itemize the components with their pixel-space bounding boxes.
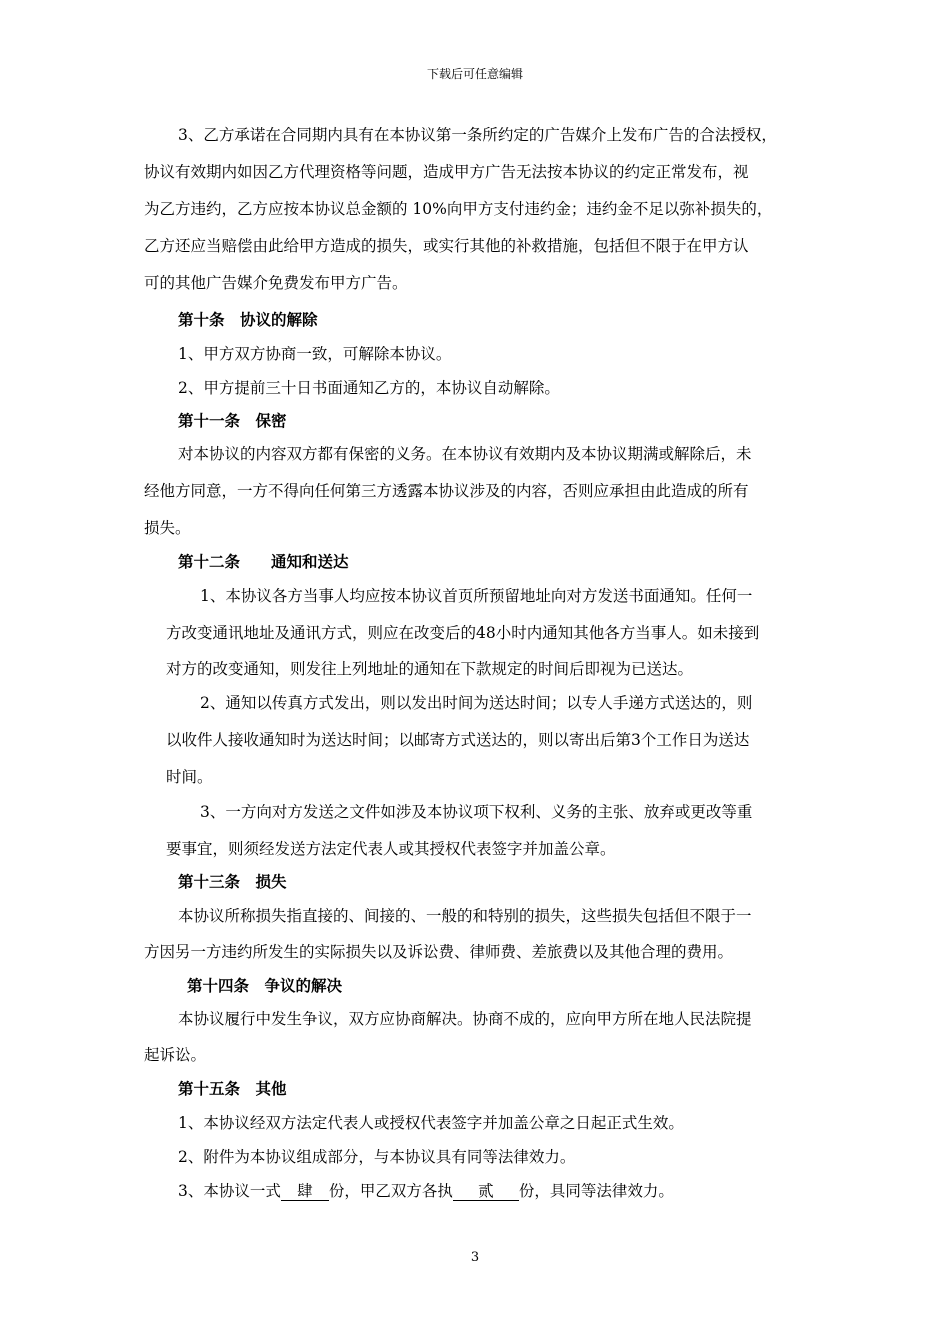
page-header: 下载后可任意编辑 <box>426 67 523 81</box>
clause11-line2: 经他方同意，一方不得向任何第三方透露本协议涉及的内容，否则应承担由此造成的所有 <box>144 482 749 500</box>
clause11-heading: 第十一条 保密 <box>178 411 287 430</box>
clause15-line3 <box>178 1180 674 1202</box>
clause12-line5: 以收件人接收通知时为送达时间；以邮寄方式送达的，则以寄出后第3个工作日为送达 <box>166 731 750 749</box>
clause15-line3-part1: 3、本协议一式 <box>178 1182 281 1200</box>
clause11-line1: 对本协议的内容双方都有保密的义务。在本协议有效期内及本协议期满或解除后，未 <box>178 445 752 463</box>
clause15-heading: 第十五条 其他 <box>178 1079 287 1098</box>
clause9-item3-line2: 协议有效期内如因乙方代理资格等问题，造成甲方广告无法按本协议的约定正常发布，视 <box>144 163 749 181</box>
clause15-line2: 2、附件为本协议组成部分，与本协议具有同等法律效力。 <box>178 1148 576 1166</box>
clause12-line8: 要事宜，则须经发送方法定代表人或其授权代表签字并加盖公章。 <box>166 840 616 858</box>
clause12-line7: 3、一方向对方发送之文件如涉及本协议项下权利、义务的主张、放弃或更改等重 <box>200 803 753 821</box>
clause12-line2: 方改变通讯地址及通讯方式，则应在改变后的48小时内通知其他各方当事人。如未接到 <box>166 624 760 642</box>
clause15-line1: 1、本协议经双方法定代表人或授权代表签字并加盖公章之日起正式生效。 <box>178 1114 684 1132</box>
clause13-heading: 第十三条 损失 <box>178 872 287 891</box>
page-number: 3 <box>470 1250 480 1265</box>
clause12-heading: 第十二条 通知和送达 <box>178 552 349 571</box>
clause12-line4: 2、通知以传真方式发出，则以发出时间为送达时间；以专人手递方式送达的，则 <box>200 694 753 712</box>
clause10-item1: 1、甲方双方协商一致，可解除本协议。 <box>178 345 452 363</box>
clause11-line3: 损失。 <box>144 519 191 537</box>
copies-total-blank: 肆 <box>281 1182 329 1201</box>
copies-each-blank: 贰 <box>453 1182 519 1201</box>
clause14-line1: 本协议履行中发生争议，双方应协商解决。协商不成的，应向甲方所在地人民法院提 <box>178 1010 752 1028</box>
clause9-item3-line1: 3、乙方承诺在合同期内具有在本协议第一条所约定的广告媒介上发布广告的合法授权， <box>178 126 777 144</box>
clause13-line1: 本协议所称损失指直接的、间接的、一般的和特别的损失，这些损失包括但不限于一 <box>178 907 752 925</box>
clause12-line1: 1、本协议各方当事人均应按本协议首页所预留地址向对方发送书面通知。任何一 <box>200 587 753 605</box>
clause12-line3: 对方的改变通知，则发往上列地址的通知在下款规定的时间后即视为已送达。 <box>166 660 694 678</box>
clause14-heading: 第十四条 争议的解决 <box>187 976 343 995</box>
clause12-line6: 时间。 <box>166 768 213 786</box>
clause9-item3-line4: 乙方还应当赔偿由此给甲方造成的损失，或实行其他的补救措施，包括但不限于在甲方认 <box>144 237 749 255</box>
clause10-item2: 2、甲方提前三十日书面通知乙方的，本协议自动解除。 <box>178 379 560 397</box>
clause9-item3-line3: 为乙方违约，乙方应按本协议总金额的 10%向甲方支付违约金；违约金不足以弥补损失的， <box>144 200 773 218</box>
clause14-line2: 起诉讼。 <box>144 1046 207 1064</box>
clause15-line3-part3: 份，具同等法律效力。 <box>518 1182 674 1200</box>
clause13-line2: 方因另一方违约所发生的实际损失以及诉讼费、律师费、差旅费以及其他合理的费用。 <box>144 943 734 961</box>
clause9-item3-line5: 可的其他广告媒介免费发布甲方广告。 <box>144 274 408 292</box>
clause10-heading: 第十条 协议的解除 <box>178 310 318 329</box>
clause15-line3-part2: 份，甲乙双方各执 <box>328 1182 453 1200</box>
